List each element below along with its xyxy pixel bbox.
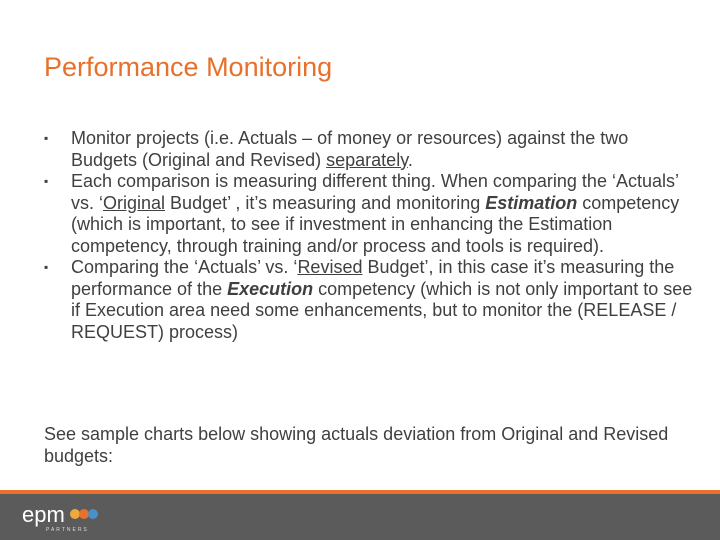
logo-wordmark: epm xyxy=(22,502,65,527)
bullet-list xyxy=(44,128,694,343)
epm-partners-logo xyxy=(22,500,132,536)
bullet-item xyxy=(44,128,694,171)
bullet-text-run: Original xyxy=(103,192,166,213)
logo-subtext: PARTNERS xyxy=(46,527,89,533)
bullet-item xyxy=(44,257,694,343)
bullet-item xyxy=(44,171,694,257)
bullet-marker: ▪ xyxy=(44,131,49,145)
bullet-text-run: Estimation xyxy=(485,192,578,213)
bullet-text-run: Budget’ , it’s measuring and monitoring xyxy=(165,192,486,213)
bullet-text-run: Monitor projects (i.e. Actuals – of money or resources) against the two Budgets (Original and Revised) xyxy=(71,128,629,170)
closing-paragraph: See sample charts below showing actuals deviation from Original and Revised budgets: xyxy=(44,424,669,466)
bullet-text-run: competency (which is not only important to see if Execution area need some enhancements, but to monitor the (RELEASE / REQUEST) process) xyxy=(71,278,693,342)
bullet-text-run: Each comparison is measuring different thing. When comparing the ‘Actuals’ vs. ‘ xyxy=(71,171,679,213)
logo-dot-orange xyxy=(79,509,89,519)
footer-bar xyxy=(0,490,720,540)
logo-dot-blue xyxy=(88,509,98,519)
bullet-text-run: Budget’, in this case it’s measuring the performance of the xyxy=(71,257,675,299)
bullet-text-run: Comparing the ‘Actuals’ vs. ‘ xyxy=(71,257,298,277)
footer-accent-line xyxy=(0,490,720,494)
logo-dot-yellow xyxy=(70,509,80,519)
bullet-text-run: competency (which is important, to see if investment in enhancing the Estimation competency, through training and/or process and tools is required). xyxy=(71,192,680,256)
bullet-text-run: Revised xyxy=(297,257,363,277)
bullet-text-run: . xyxy=(407,149,413,170)
bullet-marker: ▪ xyxy=(44,174,49,188)
bullet-marker: ▪ xyxy=(44,260,49,274)
slide-title: Performance Monitoring xyxy=(44,52,333,82)
bullet-text-run: Execution xyxy=(227,278,314,299)
bullet-text-run: separately xyxy=(326,149,408,170)
